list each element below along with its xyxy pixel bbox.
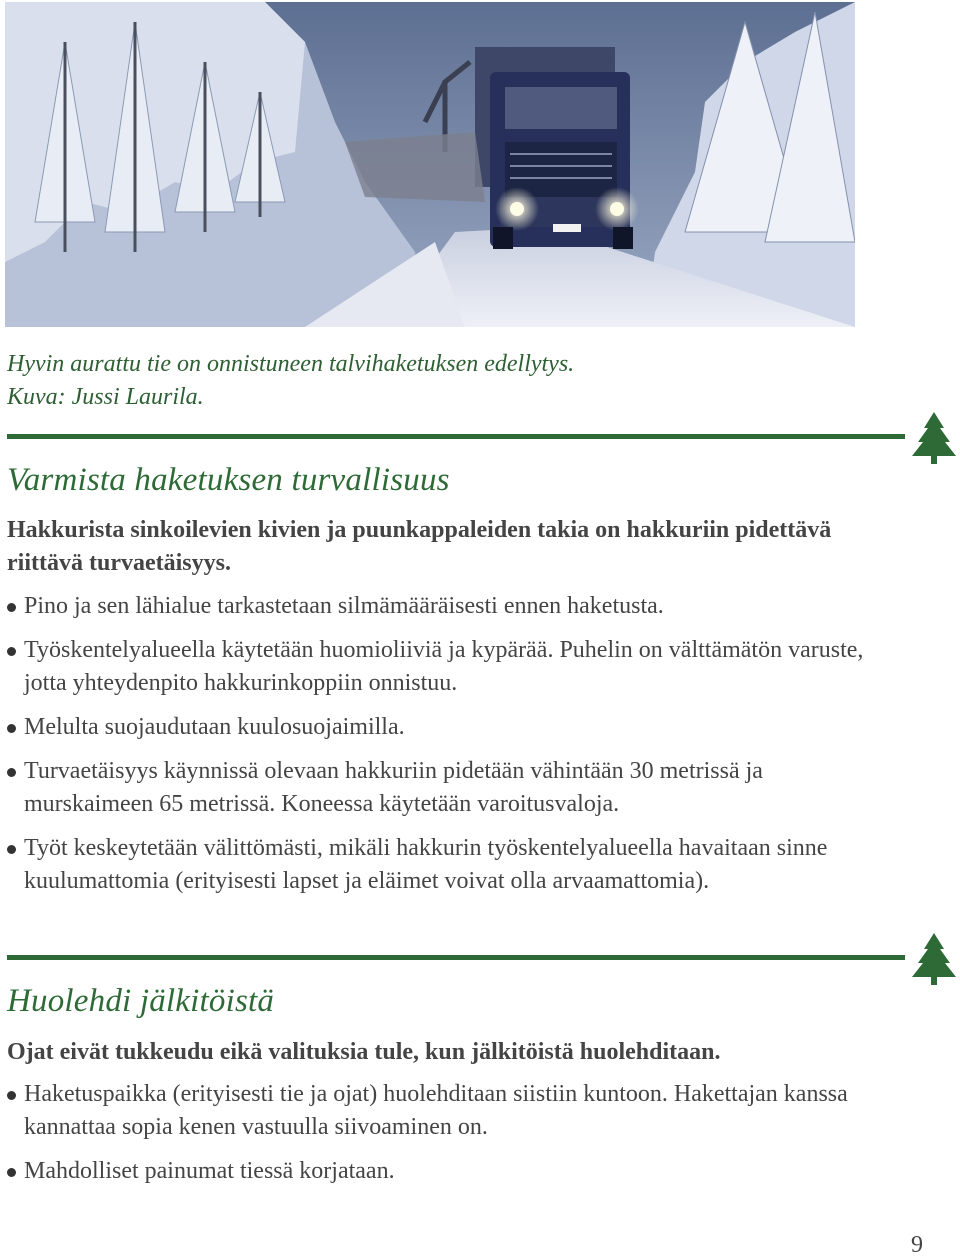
list-item <box>7 711 867 744</box>
list-item-text: Melulta suojaudutaan kuulosuojaimilla. <box>24 714 405 740</box>
bullet-icon <box>7 768 16 777</box>
section-lead-aftercare: Ojat eivät tukkeudu eikä valituksia tule, kun jälkitöistä huolehditaan. <box>7 1039 721 1065</box>
list-item-text: Mahdolliset painumat tiessä korjataan. <box>24 1158 395 1184</box>
caption-line-1: Hyvin aurattu tie on onnistuneen talvihaketuksen edellytys. <box>7 351 575 377</box>
section-divider <box>7 434 905 439</box>
list-item-text: Haketuspaikka (erityisesti tie ja ojat) huolehditaan siistiin kuntoon. Hakettajan kanssa kannattaa sopia kenen vastuulla siivoaminen on. <box>24 1081 848 1140</box>
bullet-icon <box>7 1168 16 1177</box>
list-item <box>7 832 867 898</box>
list-item <box>7 1155 867 1188</box>
section-title-aftercare: Huolehdi jälkitöistä <box>7 983 275 1019</box>
bullet-icon <box>7 603 16 612</box>
tree-icon <box>912 412 956 464</box>
winter-road-photo <box>5 2 855 327</box>
bullet-icon <box>7 845 16 854</box>
list-item-text: Työt keskeytetään välittömästi, mikäli hakkurin työskentelyalueella havaitaan sinne kuulumattomia (erityisesti lapset ja eläimet voivat olla arvaamattomia). <box>24 835 828 894</box>
list-item-text: Pino ja sen lähialue tarkastetaan silmämääräisesti ennen haketusta. <box>24 593 664 619</box>
bullet-icon <box>7 647 16 656</box>
list-item <box>7 755 867 821</box>
photo-caption <box>7 348 867 414</box>
caption-line-2: Kuva: Jussi Laurila. <box>7 384 204 410</box>
photo-illustration <box>5 2 855 327</box>
bullet-icon <box>7 1091 16 1100</box>
tree-icon <box>912 933 956 985</box>
safety-list <box>7 590 867 909</box>
section-divider <box>7 955 905 960</box>
aftercare-list <box>7 1078 867 1199</box>
list-item <box>7 634 867 700</box>
list-item <box>7 1078 867 1144</box>
list-item <box>7 590 867 623</box>
list-item-text: Työskentelyalueella käytetään huomioliiviä ja kypärää. Puhelin on välttämätön varuste, jotta yhteydenpito hakkurinkoppiin onnistuu. <box>24 637 864 696</box>
section-lead-safety: Hakkurista sinkoilevien kivien ja puunkappaleiden takia on hakkuriin pidettävä riittävä turvaetäisyys. <box>7 517 832 576</box>
list-item-text: Turvaetäisyys käynnissä olevaan hakkuriin pidetään vähintään 30 metrissä ja murskaimeen 65 metrissä. Koneessa käytetään varoitusvaloja. <box>24 758 763 817</box>
page-number: 9 <box>911 1232 923 1258</box>
bullet-icon <box>7 724 16 733</box>
section-title-safety: Varmista haketuksen turvallisuus <box>7 462 450 498</box>
